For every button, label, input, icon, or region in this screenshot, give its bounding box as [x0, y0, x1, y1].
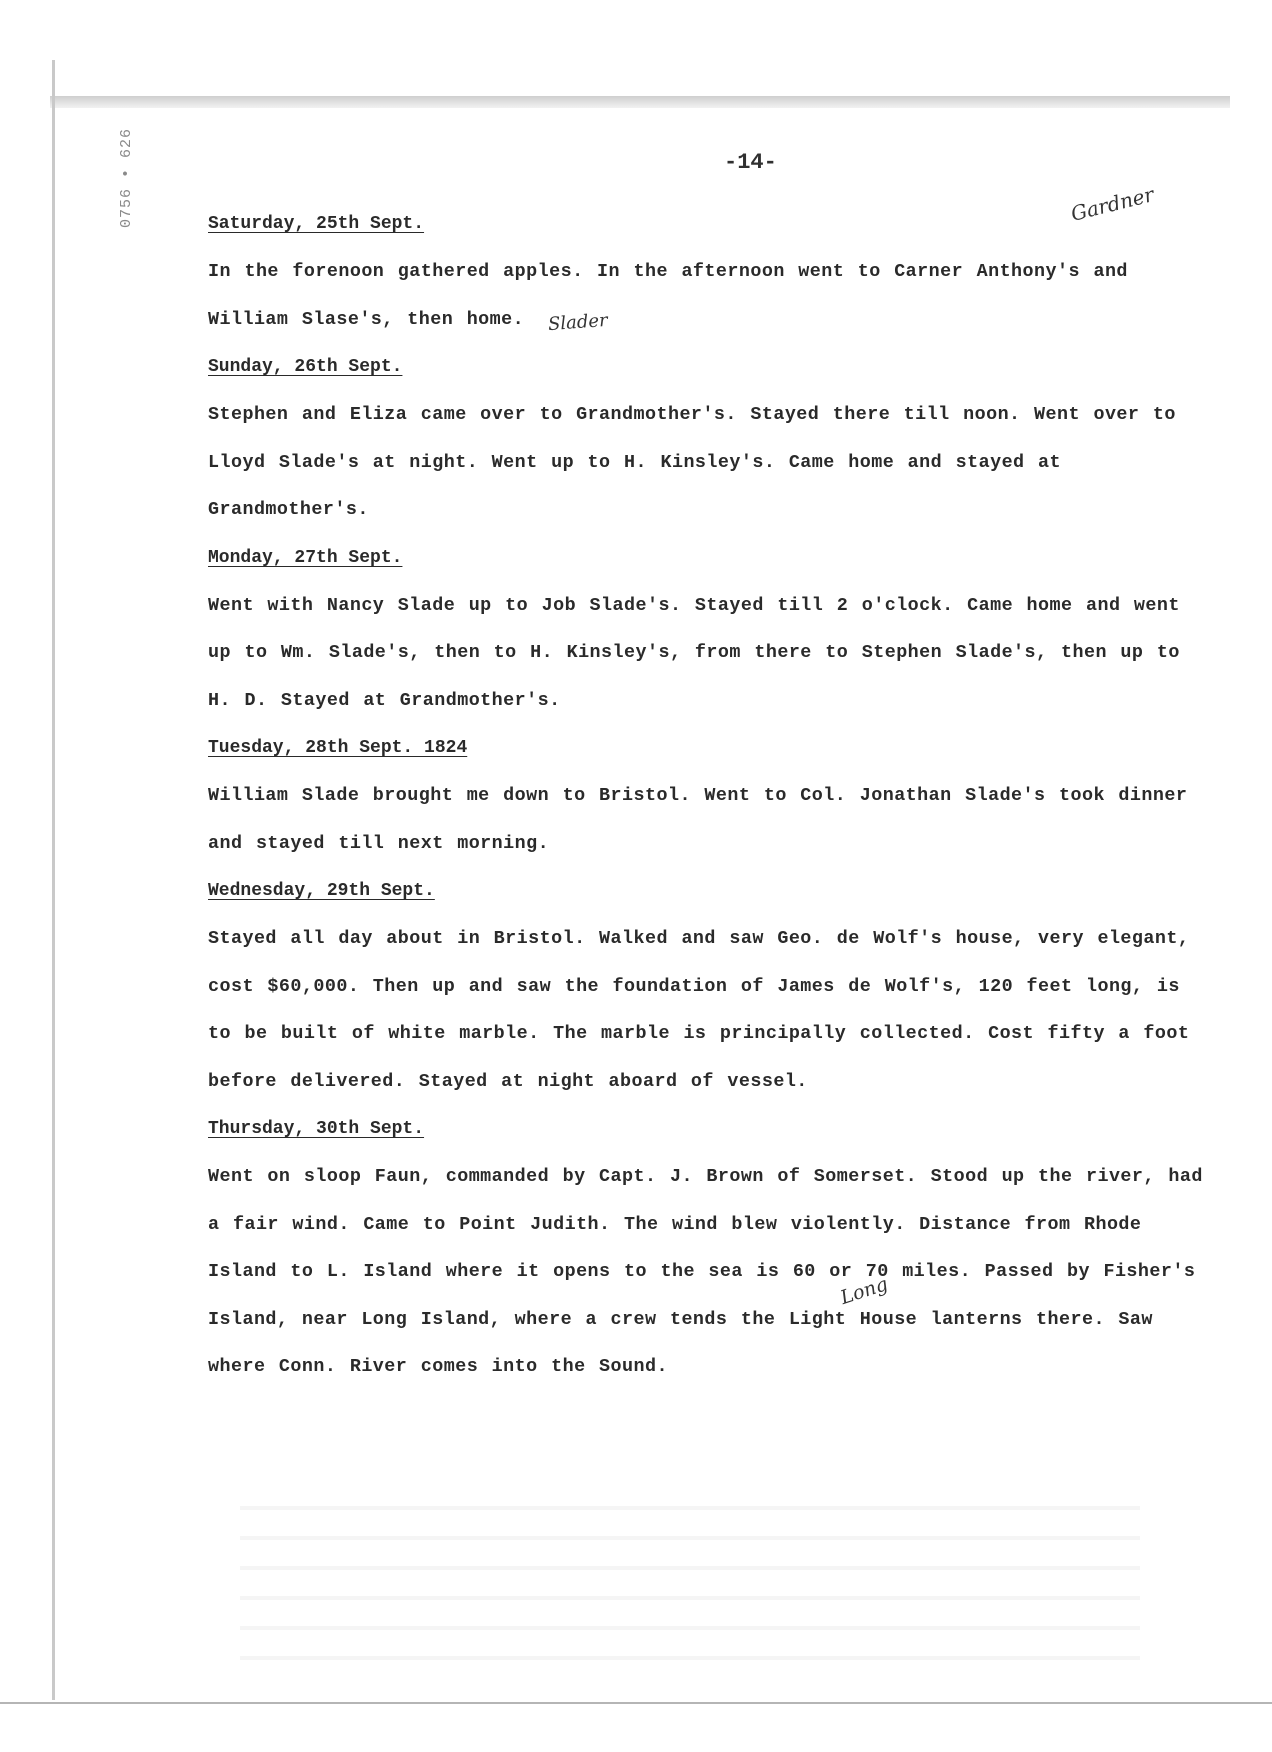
scan-top-shadow: [50, 96, 1230, 108]
diary-entry: [208, 867, 1208, 1105]
entry-date-heading: Saturday, 25th Sept.: [208, 214, 425, 234]
page-number: -14-: [724, 150, 777, 175]
entry-text: Went on sloop Faun, commanded by Capt. J. Brown of Somerset. Stood up the river, had a fair wind. Came to Point Judith. The wind blew violently. Distance from Rhode Island to L. Island where it opens to the sea is 60 or 70 miles. Passed by Fisher's Island, near Long Island, where a crew tends the Light House lanterns there. Saw where Conn. River comes into the Sound.: [208, 1166, 1203, 1377]
entry-text: Went with Nancy Slade up to Job Slade's. Stayed till 2 o'clock. Came home and went up to Wm. Slade's, then to H. Kinsley's, from there to Stephen Slade's, then up to H. D. Stayed at Grandmother's.: [208, 594, 1180, 711]
diary-entry: [208, 534, 1208, 725]
bleed-through-text: [240, 1480, 1140, 1670]
handwritten-annotation-slader: Slader: [547, 309, 609, 336]
diary-entry: [208, 1105, 1208, 1391]
scan-bottom-edge: [0, 1702, 1272, 1704]
handwritten-annotation-gardner: Gardner: [1068, 182, 1157, 226]
margin-stamp: 0756 • 626: [118, 127, 135, 228]
entry-date-heading: Wednesday, 29th Sept.: [208, 881, 435, 901]
scan-left-edge: [52, 60, 55, 1700]
entry-text: Stayed all day about in Bristol. Walked and saw Geo. de Wolf's house, very elegant, cost $60,000. Then up and saw the foundation of James de Wolf's, 120 feet long, is to be built of white marble. The marble is principally collected. Cost fifty a foot before delivered. Stayed at night aboard of vessel.: [208, 928, 1190, 1092]
diary-entry: [208, 343, 1208, 534]
handwritten-annotation-long: Long: [837, 1273, 891, 1309]
diary-entry: [208, 200, 1208, 343]
entry-date-heading: Tuesday, 28th Sept. 1824: [208, 738, 468, 758]
diary-entries: [208, 200, 1208, 1391]
diary-entry: [208, 724, 1208, 867]
entry-text: In the forenoon gathered apples. In the afternoon went to Carner Anthony's and William Slase's, then home.: [208, 261, 1128, 330]
entry-text: William Slade brought me down to Bristol. Went to Col. Jonathan Slade's took dinner and stayed till next morning.: [208, 785, 1188, 854]
entry-text: Stephen and Eliza came over to Grandmother's. Stayed there till noon. Went over to Lloyd Slade's at night. Went up to H. Kinsley's. Came home and stayed at Grandmother's.: [208, 404, 1176, 520]
entry-date-heading: Monday, 27th Sept.: [208, 547, 403, 568]
entry-date-heading: Thursday, 30th Sept.: [208, 1119, 425, 1139]
entry-date-heading: Sunday, 26th Sept.: [208, 357, 403, 377]
